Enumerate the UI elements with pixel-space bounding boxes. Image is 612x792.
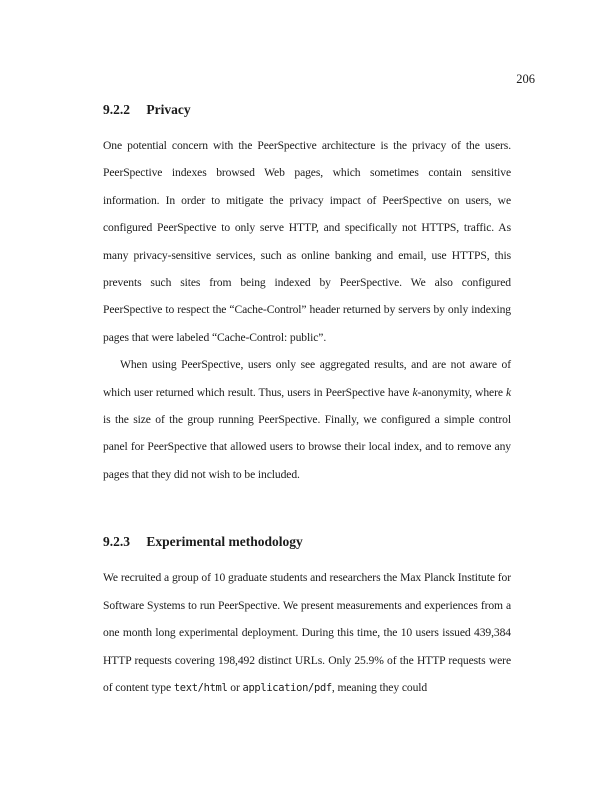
section-number: 9.2.3 bbox=[103, 534, 130, 550]
paragraph bbox=[103, 351, 511, 488]
text-run: When using PeerSpective, users only see aggregated results, and are not aware of which user returned which result. Thus, users in PeerSpective have bbox=[103, 358, 511, 399]
paragraph bbox=[103, 564, 511, 702]
text-run: k bbox=[412, 385, 418, 399]
section-privacy bbox=[103, 100, 511, 488]
section-body bbox=[103, 132, 511, 488]
code-text-run: application/pdf bbox=[242, 681, 332, 694]
section-heading bbox=[103, 100, 511, 120]
section-heading bbox=[103, 532, 511, 552]
section-number: 9.2.2 bbox=[103, 102, 130, 117]
section-title: Experimental methodology bbox=[146, 534, 303, 550]
section-experimental-methodology bbox=[103, 532, 511, 702]
text-run: or bbox=[227, 680, 243, 694]
section-title: Privacy bbox=[146, 102, 191, 117]
text-run: k bbox=[505, 385, 511, 399]
code-text-run: text/html bbox=[173, 681, 228, 694]
paragraph bbox=[103, 132, 511, 351]
text-run: -anonymity, where bbox=[417, 385, 506, 399]
page-content bbox=[103, 100, 511, 702]
text-run: , meaning they could bbox=[331, 680, 428, 694]
section-body bbox=[103, 564, 511, 702]
page-number: 206 bbox=[516, 72, 535, 86]
text-run: We recruited a group of 10 graduate students and researchers the Max Planck Institute for Software Systems to run PeerSpective. We present measurements and experiences from a one month long experimental deployment. During this time, the 10 users issued 439,384 HTTP requests covering 198,492 distinct URLs. Only 25.9% of the HTTP requests were of content type bbox=[103, 571, 511, 694]
text-run: is the size of the group running PeerSpective. Finally, we configured a simple control panel for PeerSpective that allowed users to browse their local index, and to remove any pages that they did not wish to be included. bbox=[103, 413, 511, 481]
text-run: One potential concern with the PeerSpective architecture is the privacy of the users. PeerSpective indexes browsed Web pages, which sometimes contain sensitive information. In order to mitigate the privacy impact of PeerSpective on users, we configured PeerSpective to only serve HTTP, and specifically not HTTPS, traffic. As many privacy-sensitive services, such as online banking and email, use HTTPS, this prevents such sites from being indexed by PeerSpective. We also configured PeerSpective to respect the “Cache-Control” header returned by servers by only indexing pages that were labeled “Cache-Control: public”. bbox=[103, 139, 511, 344]
